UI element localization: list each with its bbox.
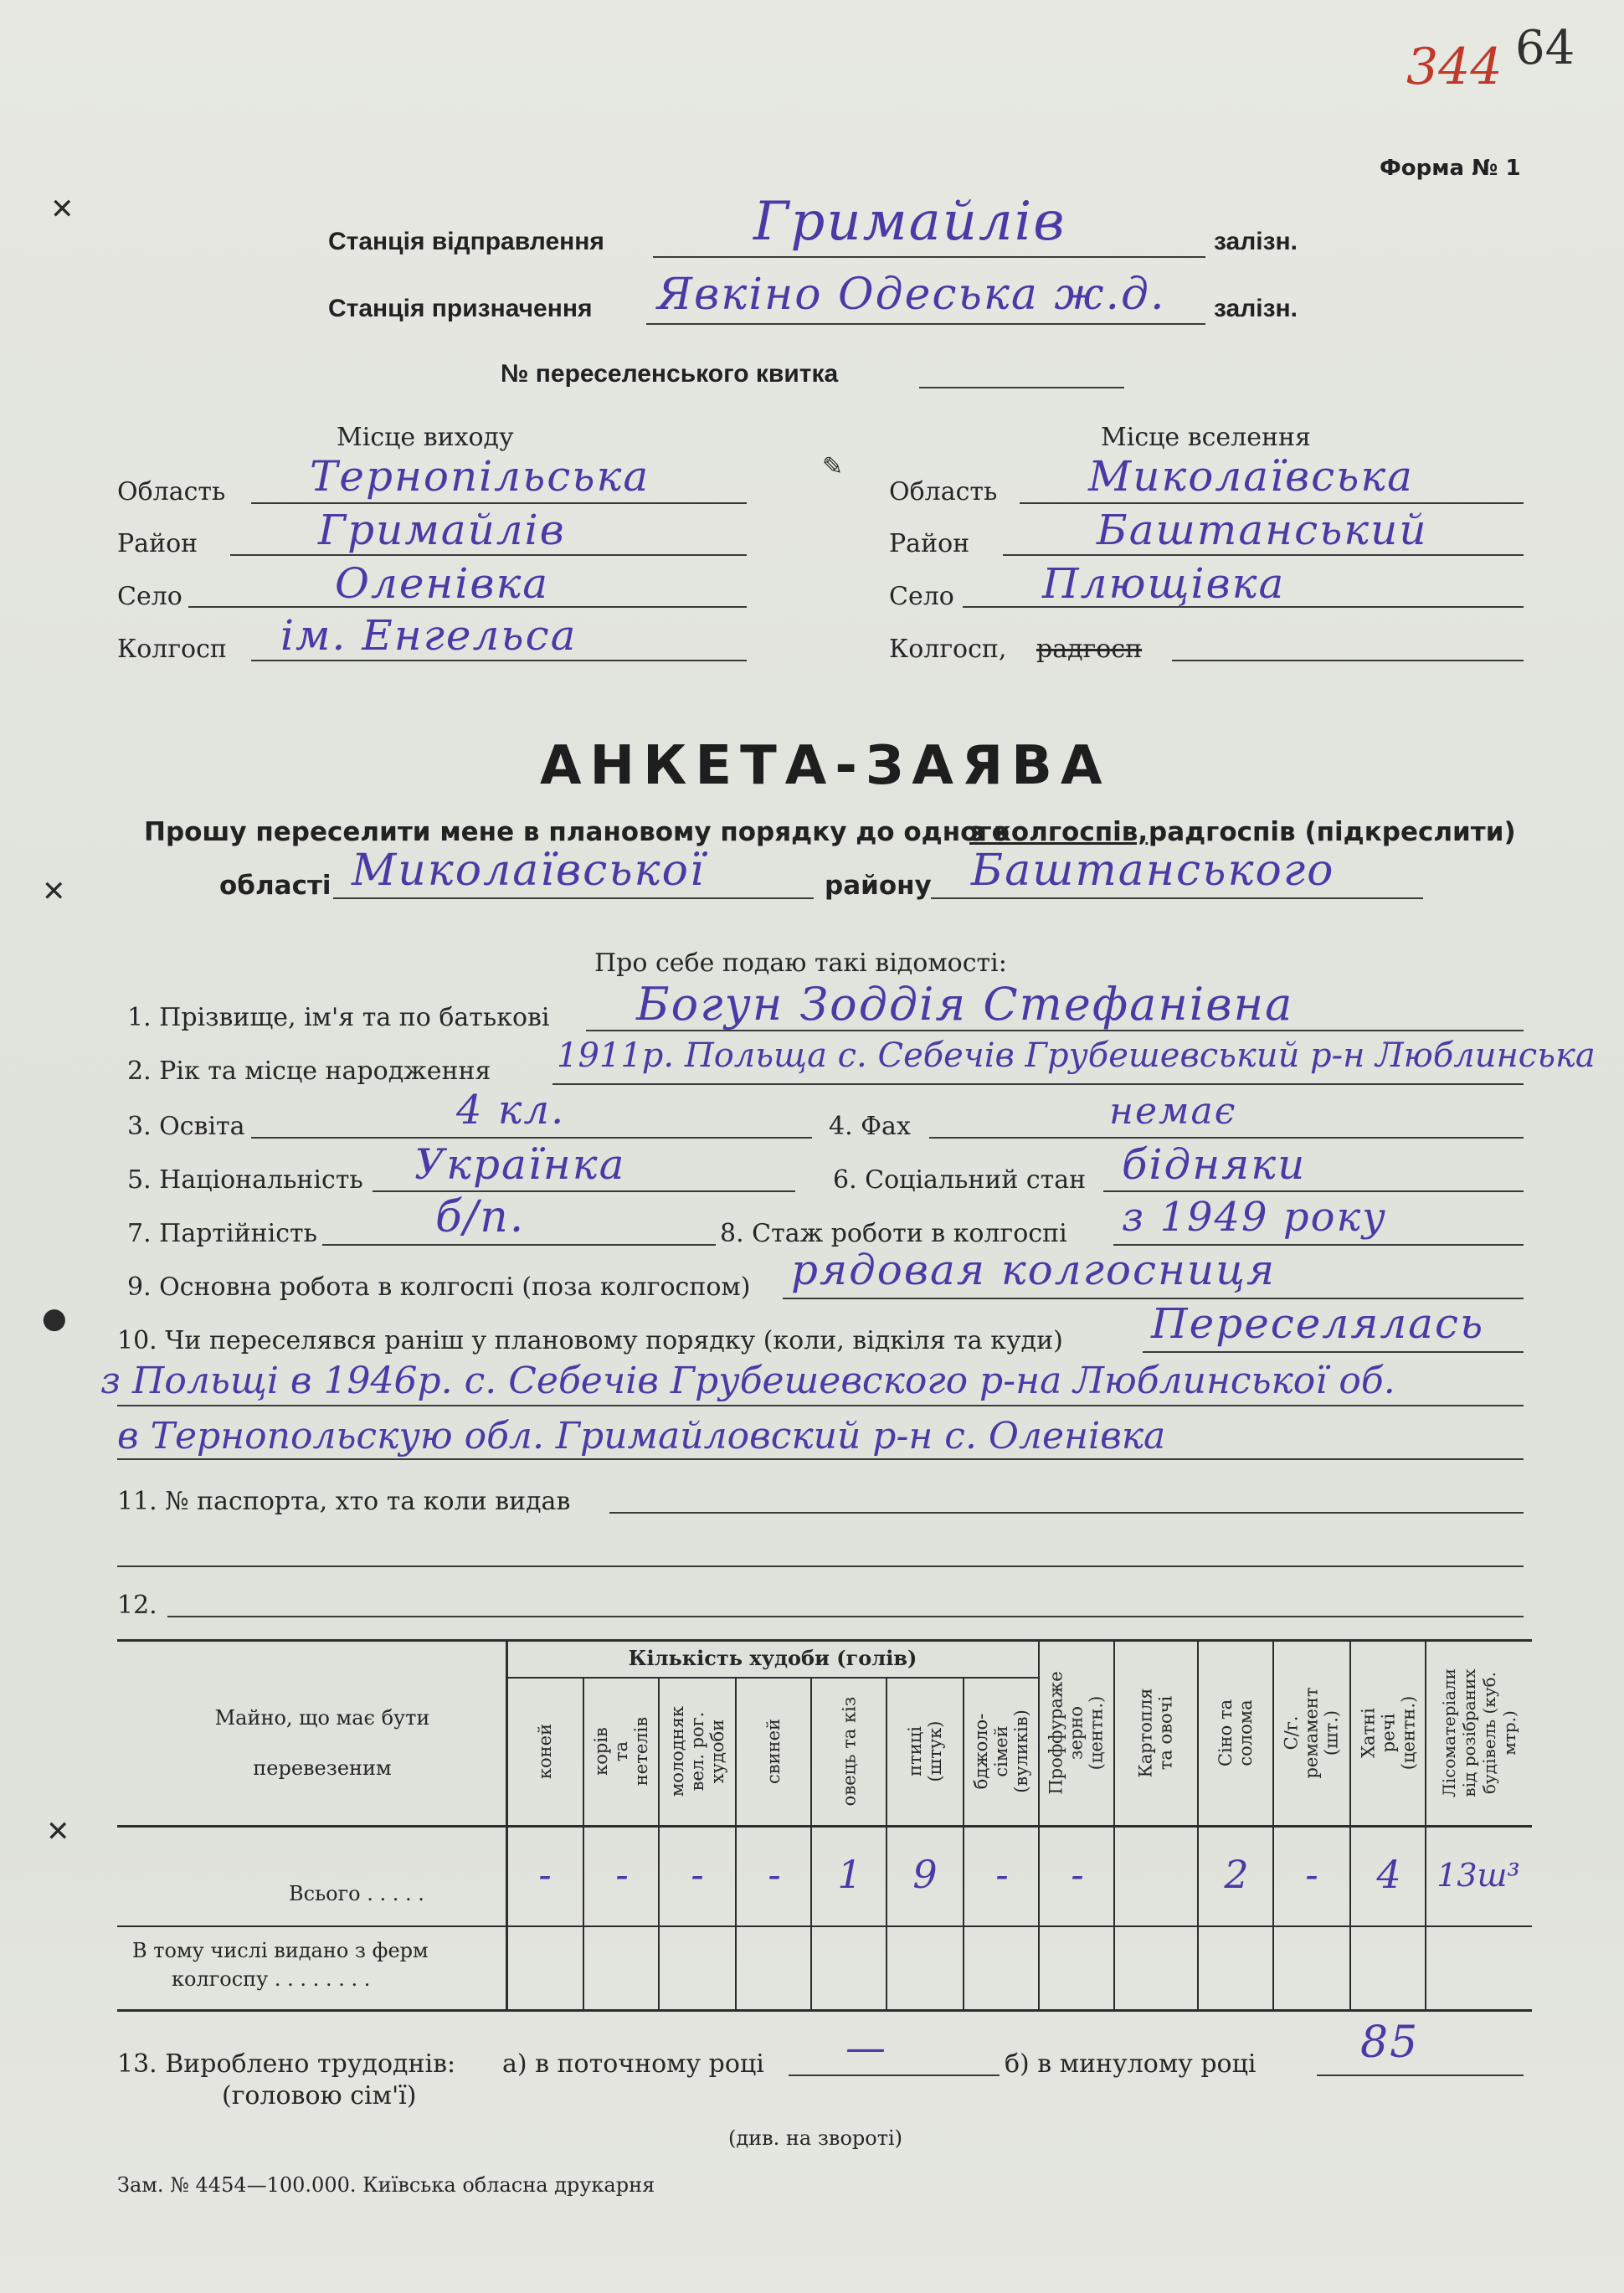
item1-value: Богун Зоддія Стефанівна — [636, 978, 1294, 1031]
archive-stamp-number: 344 — [1406, 38, 1503, 96]
col-header: свиней — [763, 1718, 784, 1785]
total-cell: - — [538, 1852, 552, 1897]
request-raion-label: району — [825, 871, 932, 901]
item12-label: 12. — [117, 1591, 157, 1620]
see-reverse: (див. на звороті) — [728, 2126, 903, 2150]
station-dest-value: Явкіно Одеська ж.д. — [657, 270, 1166, 320]
total-cell: - — [768, 1852, 781, 1897]
item7-label: 7. Партійність — [127, 1219, 317, 1248]
origin-kolhosp-label: Колгосп — [117, 635, 227, 664]
item5-label: 5. Національність — [127, 1165, 363, 1195]
item13-b-value: 85 — [1360, 2018, 1420, 2068]
item6-value: бідняки — [1122, 1140, 1307, 1189]
farm-row-label-1: В тому числі видано з ферм — [132, 1939, 429, 1962]
total-cell: 1 — [837, 1852, 862, 1897]
item5-value: Українка — [414, 1140, 626, 1189]
total-cell: - — [1071, 1852, 1084, 1897]
col-header: Проффураже зерно (центн.) — [1046, 1671, 1107, 1795]
col-header: С/г. ремамент (шт.) — [1282, 1687, 1343, 1779]
item9-label: 9. Основна робота в колгоспі (поза колгоспом) — [127, 1272, 751, 1302]
dest-kolhosp-label: Колгосп, — [889, 635, 1007, 664]
request-line-a: Прошу переселити мене в плановому порядку до одного — [144, 817, 1010, 847]
farm-row-label-2: колгоспу . . . . . . . . — [172, 1967, 371, 1991]
item13-sub: (головою сім'ї) — [222, 2081, 417, 2110]
col-header: корів та нетелів — [591, 1716, 651, 1787]
total-cell: - — [691, 1852, 704, 1897]
item3-value: 4 кл. — [456, 1087, 566, 1134]
col-header: бджоло-сімей (вуликів) — [971, 1709, 1031, 1793]
item3-label: 3. Освіта — [127, 1112, 245, 1141]
origin-oblast-value: Тернопільська — [310, 452, 650, 501]
total-cell: 4 — [1376, 1852, 1401, 1897]
punch-mark: ✕ — [42, 875, 66, 908]
info-heading: Про себе подаю такі відомості: — [594, 949, 1007, 978]
col-header: коней — [534, 1723, 555, 1780]
col-header: молодняк вел. рог. худоби — [667, 1705, 728, 1797]
item2-label: 2. Рік та місце народження — [127, 1057, 491, 1086]
origin-oblast-label: Область — [117, 477, 226, 506]
item6-label: 6. Соціальний стан — [833, 1165, 1087, 1195]
dest-kolhosp-struck: радгосп — [1036, 635, 1143, 664]
dest-selo-label: Село — [889, 582, 954, 611]
item10-label: 10. Чи переселявся раніш у плановому порядку (коли, відкіля та куди) — [117, 1326, 1063, 1355]
col-header: Картопля та овочі — [1136, 1688, 1176, 1778]
table-row-header: Майно, що має бути перевезеним — [214, 1706, 430, 1780]
col-header: Сіно та солома — [1215, 1699, 1256, 1767]
item8-label: 8. Стаж роботи в колгоспі — [720, 1219, 1067, 1248]
request-raion-value: Баштанського — [971, 846, 1335, 896]
item10-value-3: в Тернопольскую обл. Гримайловский р-н с. Оленівка — [117, 1415, 1166, 1458]
page-number: 64 — [1515, 21, 1575, 75]
col-header: овець та кіз — [839, 1696, 859, 1807]
punch-mark: ● — [42, 1302, 67, 1335]
item10-value-1: Переселялась — [1151, 1299, 1485, 1348]
printer-imprint: Зам. № 4454—100.000. Київська обласна друкарня — [117, 2173, 655, 2197]
station-dest-label: Станція призначення — [328, 295, 593, 322]
punch-mark: ✕ — [50, 193, 75, 226]
total-cell: - — [995, 1852, 1009, 1897]
dest-oblast-value: Миколаївська — [1088, 452, 1414, 501]
station-dep-value: Гримайлів — [753, 191, 1066, 253]
ink-mark: ✎ — [822, 452, 844, 481]
total-cell: - — [615, 1852, 629, 1897]
station-dep-suffix: залізн. — [1214, 228, 1298, 255]
total-row-label: Всього . . . . . — [289, 1882, 424, 1905]
col-header: Хатні речі (центн.) — [1358, 1695, 1419, 1771]
dest-raion-label: Район — [889, 529, 970, 558]
dest-raion-value: Баштанський — [1097, 506, 1428, 554]
form-number: Форма № 1 — [1380, 156, 1521, 181]
ticket-label: № переселенського квитка — [501, 360, 839, 388]
item7-value: б/п. — [435, 1192, 526, 1242]
station-dest-suffix: залізн. — [1214, 295, 1298, 322]
total-cell: - — [1305, 1852, 1318, 1897]
dest-selo-value: Плющівка — [1042, 559, 1286, 608]
origin-kolhosp-value: ім. Енгельса — [280, 611, 578, 660]
item10-value-2: з Польщі в 1946р. с. Себечів Грубешевского р-на Люблинської об. — [100, 1360, 1395, 1402]
item2-value: 1911р. Польща с. Себечів Грубешевський р-н Люблинська — [557, 1036, 1596, 1075]
item8-value: з 1949 року — [1122, 1194, 1387, 1241]
origin-raion-label: Район — [117, 529, 198, 558]
station-dep-label: Станція відправлення — [328, 228, 604, 255]
origin-heading: Місце виходу — [337, 423, 514, 452]
item4-label: 4. Фах — [829, 1112, 911, 1141]
origin-selo-label: Село — [117, 582, 182, 611]
item9-value: рядовая колгосниця — [791, 1246, 1277, 1294]
origin-selo-value: Оленівка — [335, 559, 550, 608]
total-cell: 2 — [1224, 1852, 1249, 1897]
dest-oblast-label: Область — [889, 477, 998, 506]
request-oblast-value: Миколаївської — [352, 846, 706, 896]
dest-heading: Місце вселення — [1101, 423, 1311, 452]
item1-label: 1. Прізвище, ім'я та по батькові — [127, 1003, 550, 1032]
col-header: птиці (штук) — [905, 1720, 945, 1782]
total-cell: 9 — [912, 1852, 938, 1897]
request-oblast-label: області — [219, 871, 331, 901]
request-line-c: радгоспів (підкреслити) — [1149, 817, 1516, 847]
form-title: АНКЕТА-ЗАЯВА — [540, 735, 1111, 797]
item13-b-label: б) в минулому році — [1005, 2049, 1257, 2079]
livestock-group-header: Кількість худоби (голів) — [628, 1646, 917, 1670]
origin-raion-value: Гримайлів — [318, 506, 566, 554]
col-header: Лісоматеріали від розібраних будівель (куб. мтр.) — [1439, 1668, 1519, 1797]
item13-a-value: — — [845, 2024, 887, 2071]
item13-a-label: а) в поточному році — [502, 2049, 764, 2079]
item11-label: 11. № паспорта, хто та коли видав — [117, 1487, 571, 1516]
item4-value: немає — [1109, 1090, 1237, 1133]
punch-mark: ✕ — [46, 1815, 70, 1848]
total-cell: 13ш³ — [1436, 1857, 1520, 1894]
item13-label: 13. Вироблено трудоднів: — [117, 2049, 456, 2079]
request-line-b: з колгоспів, — [969, 817, 1149, 847]
